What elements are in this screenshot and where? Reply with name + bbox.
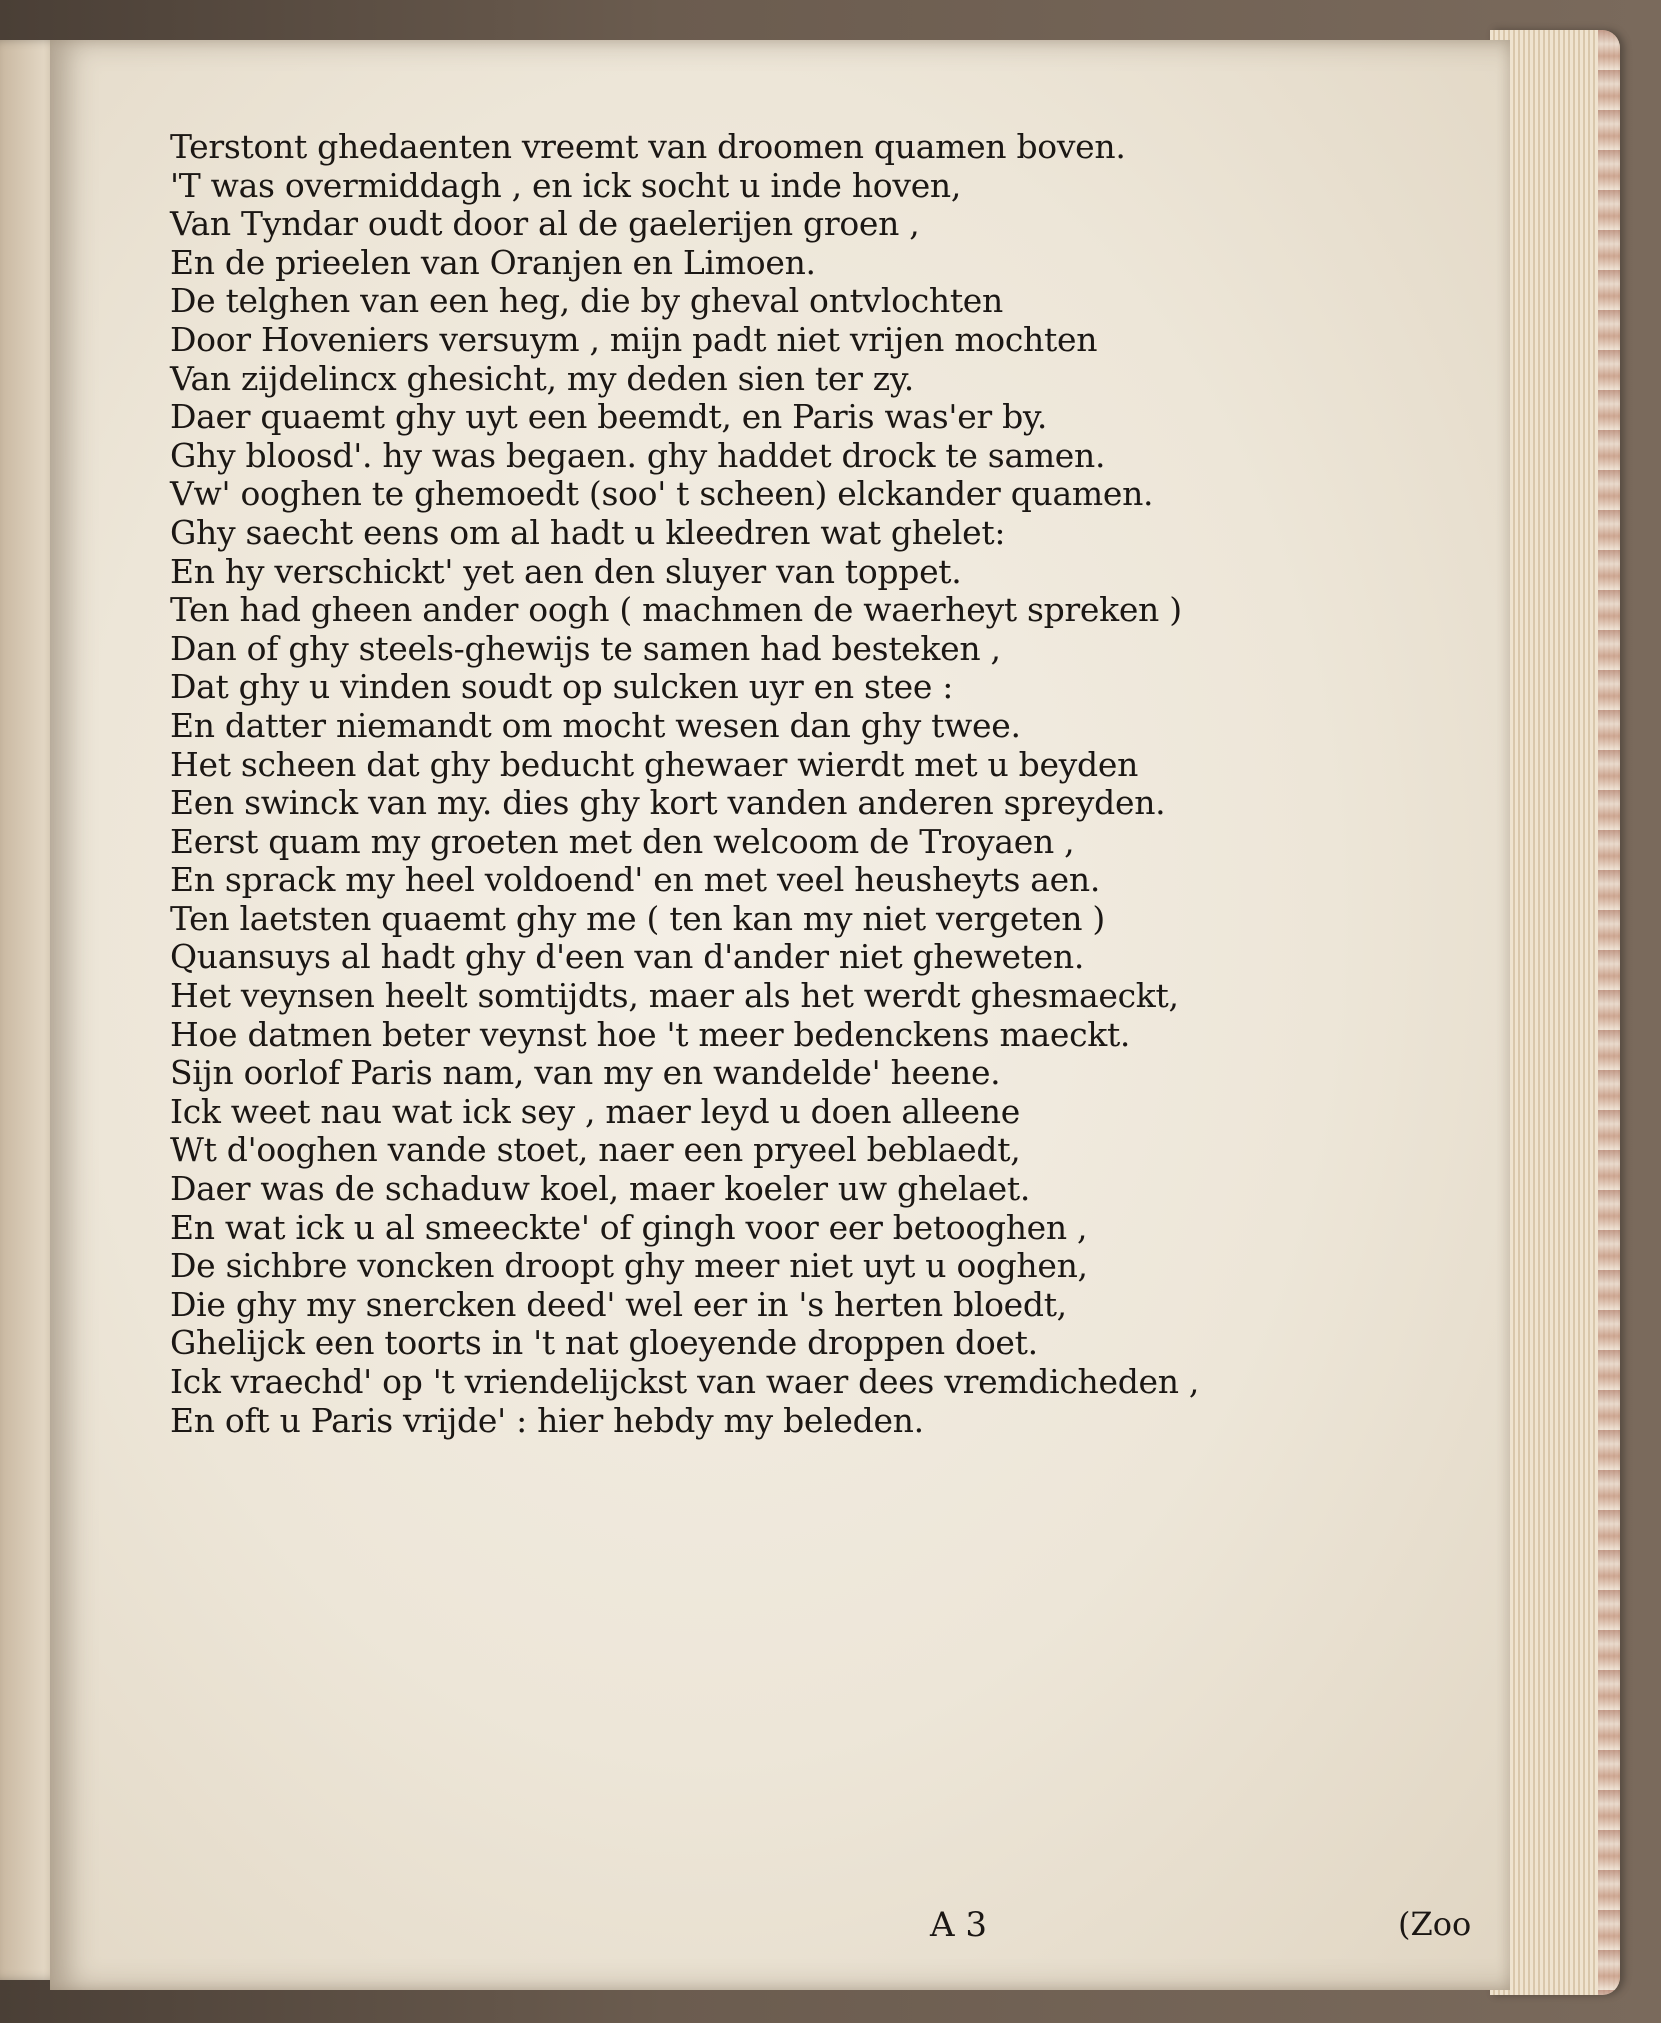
verse-line: Die ghy my snercken deed' wel eer in 's herten bloedt, xyxy=(170,1284,1067,1324)
verse-line: Wt d'ooghen vande stoet, naer een pryeel beblaedt, xyxy=(170,1130,1021,1170)
verse-line: Sijn oorlof Paris nam, van my en wandelde' heene. xyxy=(170,1053,1001,1093)
book-page xyxy=(50,40,1510,1990)
verse-line: Dan of ghy steels-ghewijs te samen had besteken , xyxy=(170,628,1001,668)
marbled-edge xyxy=(1598,30,1620,1995)
verse-line: En de prieelen van Oranjen en Limoen. xyxy=(170,242,816,282)
verse-line: De telghen van een heg, die by gheval ontvlochten xyxy=(170,281,1003,321)
signature-mark: A 3 xyxy=(930,1905,987,1945)
verse-line: Dat ghy u vinden soudt op sulcken uyr en stee : xyxy=(170,667,954,707)
verse-line: Daer was de schaduw koel, maer koeler uw ghelaet. xyxy=(170,1169,1031,1209)
verse-line: 'T was overmiddagh , en ick socht u inde hoven, xyxy=(170,165,962,205)
verse-line: De sichbre voncken droopt ghy meer niet uyt u ooghen, xyxy=(170,1246,1088,1286)
verse-line: En wat ick u al smeeckte' of gingh voor eer betooghen , xyxy=(170,1207,1088,1247)
verse-line: En datter niemandt om mocht wesen dan ghy twee. xyxy=(170,705,1021,745)
verse-line: Het veynsen heelt somtijdts, maer als het werdt ghesmaeckt, xyxy=(170,976,1179,1016)
verse-line: Een swinck van my. dies ghy kort vanden anderen spreyden. xyxy=(170,783,1166,823)
verse-line: En sprack my heel voldoend' en met veel heusheyts aen. xyxy=(170,860,1101,900)
verse-line: Ick vraechd' op 't vriendelijckst van waer dees vremdicheden , xyxy=(170,1362,1200,1401)
verse-line: Hoe datmen beter veynst hoe 't meer bedenckens maeckt. xyxy=(170,1014,1131,1054)
show-through xyxy=(1380,130,1530,1930)
verse-line: Van Tyndar oudt door al de gaelerijen groen , xyxy=(170,204,920,244)
verse-line: En oft u Paris vrijde' : hier hebdy my beleden. xyxy=(170,1400,924,1440)
verse-line: Daer quaemt ghy uyt een beemdt, en Paris was'er by. xyxy=(170,397,1048,437)
verse-line: Door Hoveniers versuym , mijn padt niet vrijen mochten xyxy=(170,319,1098,359)
verse-line: Vw' ooghen te ghemoedt (soo' t scheen) elckander quamen. xyxy=(170,474,1154,514)
verse-line: Eerst quam my groeten met den welcoom de Troyaen , xyxy=(170,821,1075,861)
verse-line: Ten had gheen ander oogh ( machmen de waerheyt spreken ) xyxy=(170,590,1182,630)
verse-line: Ghy saecht eens om al hadt u kleedren wat ghelet: xyxy=(170,512,1006,552)
verse-line: Ghy bloosd'. hy was begaen. ghy haddet drock te samen. xyxy=(170,435,1106,475)
verse-line: Het scheen dat ghy beducht ghewaer wierdt met u beyden xyxy=(170,744,1139,784)
verse-line: Ghelijck een toorts in 't nat gloeyende droppen doet. xyxy=(170,1323,1038,1363)
catchword: (Zoo xyxy=(1398,1905,1472,1943)
verse-line: Ick weet nau wat ick sey , maer leyd u doen alleene xyxy=(170,1091,1020,1131)
verse-line: Terstont ghedaenten vreemt van droomen quamen boven. xyxy=(170,127,1126,166)
verse-text xyxy=(170,128,1400,1440)
verse-line: En hy verschickt' yet aen den sluyer van toppet. xyxy=(170,551,962,591)
verse-line: Ten laetsten quaemt ghy me ( ten kan my niet vergeten ) xyxy=(170,898,1105,938)
verse-line: Van zijdelincx ghesicht, my deden sien ter zy. xyxy=(170,358,914,398)
verse-line: Quansuys al hadt ghy d'een van d'ander niet gheweten. xyxy=(170,937,1085,977)
